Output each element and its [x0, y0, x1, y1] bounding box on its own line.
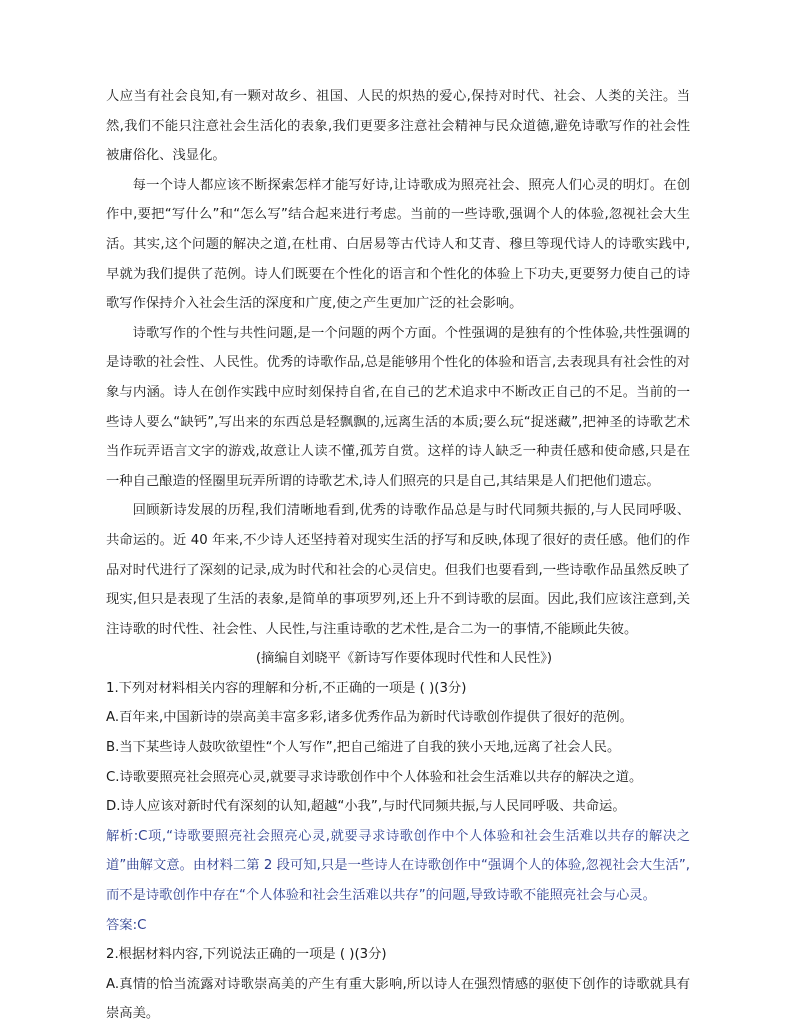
paragraph-3: 诗歌写作的个性与共性问题,是一个问题的两个方面。个性强调的是独有的个性体验,共性强调的是诗歌的社会性、人民性。优秀的诗歌作品,总是能够用个性化的体验和语言,去表现具有社会性的对象与内涵。诗人在创作实践中应时刻保持自省,在自己的艺术追求中不断改正自己的不足。当前的一些诗人要么“缺钙”,写出来的东西总是轻飘飘的,远离生活的本质;要么玩“捉迷藏”,把神圣的诗歌艺术当作玩弄语言文字的游戏,故意让人读不懂,孤芳自赏。这样的诗人缺乏一种责任感和使命感,只是在一种自己酿造的怪圈里玩弄所谓的诗歌艺术,诗人们照亮的只是自己,其结果是人们把他们遗忘。: [106, 325, 690, 489]
source-citation: (摘编自刘晓平《新诗写作要体现时代性和人民性》): [255, 651, 553, 667]
question-1-answer: 答案:C: [106, 917, 147, 933]
paragraph-4: 回顾新诗发展的历程,我们清晰地看到,优秀的诗歌作品总是与时代同频共振的,与人民同呼吸、共命运的。近 40 年来,不少诗人还坚持着对现实生活的抒写和反映,体现了很好的责任感。他们的作品对时代进行了深刻的记录,成为时代和社会的心灵信史。但我们也要看到,一些诗歌作品虽然反映了现实,但只是表现了生活的表象,是简单的事项罗列,还上升不到诗歌的层面。因此,我们应该注意到,关注诗歌的时代性、社会性、人民性,与注重诗歌的艺术性,是合二为一的事情,不能顾此失彼。: [106, 503, 690, 637]
question-1-option-c: C.诗歌要照亮社会照亮心灵,就要寻求诗歌创作中个人体验和社会生活难以共存的解决之道。: [106, 769, 643, 785]
question-2-option-a: A.真情的恰当流露对诗歌崇高美的产生有重大影响,所以诗人在强烈情感的驱使下创作的诗歌就具有崇高美。: [106, 976, 690, 1022]
question-1-stem: 1.下列对材料相关内容的理解和分析,不正确的一项是 ( )(3分): [106, 680, 467, 696]
question-1-analysis: 解析:C项,“诗歌要照亮社会照亮心灵,就要寻求诗歌创作中个人体验和社会生活难以共存的解决之道”曲解文意。由材料二第 2 段可知,只是一些诗人在诗歌创作中“强调个人的体验,忽视社会大生活”,而不是诗歌创作中存在“个人体验和社会生活难以共存”的问题,导致诗歌不能照亮社会与心灵。: [106, 828, 690, 904]
question-2-stem: 2.根据材料内容,下列说法正确的一项是 ( )(3分): [106, 947, 387, 963]
paragraph-1: 人应当有社会良知,有一颗对故乡、祖国、人民的炽热的爱心,保持对时代、社会、人类的关注。当然,我们不能只注意社会生活化的表象,我们更要多注意社会精神与民众道德,避免诗歌写作的社会性被庸俗化、浅显化。: [106, 89, 690, 164]
question-1-option-b: B.当下某些诗人鼓吹欲望性“个人写作”,把自己缩进了自我的狭小天地,远离了社会人民。: [106, 740, 621, 756]
question-1-option-d: D.诗人应该对新时代有深刻的认知,超越“小我”,与时代同频共振,与人民同呼吸、共命运。: [106, 799, 626, 815]
paragraph-2: 每一个诗人都应该不断探索怎样才能写好诗,让诗歌成为照亮社会、照亮人们心灵的明灯。在创作中,要把“写什么”和“怎么写”结合起来进行考虑。当前的一些诗歌,强调个人的体验,忽视社会大生活。其实,这个问题的解决之道,在杜甫、白居易等古代诗人和艾青、穆旦等现代诗人的诗歌实践中,早就为我们提供了范例。诗人们既要在个性化的语言和个性化的体验上下功夫,更要努力使自己的诗歌写作保持介入社会生活的深度和广度,使之产生更加广泛的社会影响。: [106, 177, 690, 312]
question-1-option-a: A.百年来,中国新诗的崇高美丰富多彩,诸多优秀作品为新时代诗歌创作提供了很好的范例。: [106, 710, 633, 726]
